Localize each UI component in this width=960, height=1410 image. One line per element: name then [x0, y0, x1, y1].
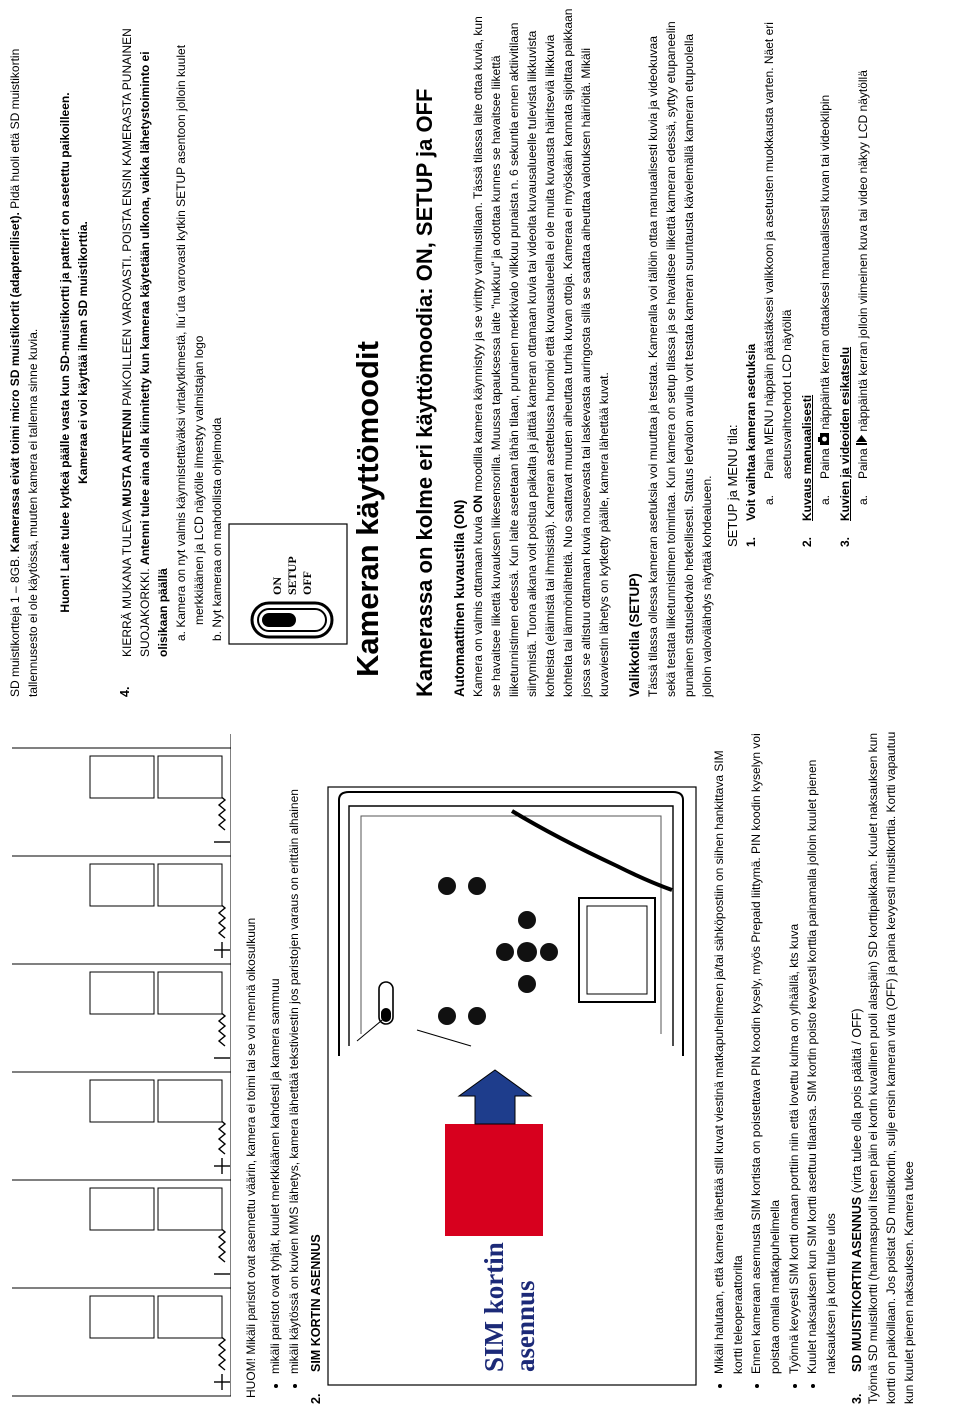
sim-label-line2: asennus [510, 1280, 541, 1372]
battery-icon [158, 1296, 222, 1338]
switch-label-setup: SETUP [285, 556, 299, 595]
setup-mode-text: Tässä tilassa ollessa kameran asetuksia voi muuttaa ja testata. Kameralla voi tällöin ottaa manuaalisesti kuvia ja videokuvaa sekä testata liiketunnistimen toimintaa. Kun kamera on setup tilassa ja se havaitsee liikettä kameran edessä, syttyy etupaneelin punainen statusledvalo hetkellisesti. Status ledvalon avulla voit testata kameran suuntausta kävelemällä kameran etupuolella jolloin valovälähdys näyttää kohdealueen. [646, 21, 714, 697]
item-number: 1. [744, 536, 758, 547]
heading-three-modes: Kamerassa on kolme eri käyttömoodia: ON, SETUP ja OFF [412, 88, 437, 697]
menu-intro: SETUP ja MENU tila: [725, 424, 740, 547]
text-run: näppäintä kerran ottaaksesi manuaalisesti kuvan tai videoklipin [818, 94, 832, 433]
menu-item-3 [836, 8, 872, 547]
list-item: • Ennen kameraan asennusta SIM kortista on poistettava PIN koodin kysely, myös Prepaid liittymä. PIN koodin kyselyn voi poistaa omalla matkapuhelimella [747, 723, 784, 1374]
list-item: • Työnnä kevyesti SIM kortti omaan porttiin niin että lovettu kulma on ylhäällä, kts kuva [785, 723, 804, 1374]
battery-diagram [6, 734, 231, 1404]
heading-camera-modes: Kameran käyttömoodit [350, 341, 385, 677]
sim-card-shape [445, 1124, 543, 1236]
battery-icon [90, 1296, 154, 1338]
heading-auto-mode: Automaattinen kuvaustila (ON) [452, 499, 467, 697]
step-4-a: a. Kamera on nyt valmis käynnistettäväksi virtakytkimestä, liu´uta varovasti kytkin SETUP asentoon jolloin kuulet merkkiäänen ja LCD näytölle ilmestyy valmistajan logo [174, 44, 206, 641]
battery-icon [90, 864, 154, 906]
section-number: 3. [850, 1393, 865, 1404]
text-run-bold: Kamerassa eivät toimi micro SD muistikortit (adapterilliset). [8, 212, 22, 553]
text-run: PAIKOILLEEN VAROVASTI. POISTA ENSIN KAMERASTA PUNAINEN SUOJAKORKKI. [120, 28, 152, 657]
item-number: 3. [838, 536, 852, 547]
text-run-bold: Antenni tulee aina olla kiinnitetty kun kameraa käytetään ulkona, vaikka lähetystoiminto ei olisikaan päällä [138, 51, 170, 657]
item-text: Paina MENU näppäin päästäksesi valikkoon ja asetusten muokkausta varten. Näet eri asetusvaihtoehdot LCD näytöllä [762, 22, 794, 479]
spring-icon [219, 1011, 225, 1046]
menu-item-2 [798, 8, 834, 547]
text-run: Paina [818, 444, 832, 479]
menu-item-1 [742, 8, 796, 547]
battery-icon [90, 1188, 154, 1230]
section-title: SD MUISTIKORTIN ASENNUS [850, 1196, 865, 1372]
battery-icon [90, 756, 154, 798]
text-run: Pidä huoli että SD muistikortin tallennusesto ei ole käytössä, muuten kamera ei tallenna sinne kuvia. [8, 48, 40, 697]
section-heading-sim [309, 723, 323, 1404]
item-text [816, 8, 834, 479]
menu-instructions [724, 8, 872, 547]
spring-icon [219, 903, 225, 938]
sim-install-figure [327, 786, 699, 1386]
play-icon [856, 435, 870, 445]
huom-line-2: Kameraa ei voi käyttää ilman SD muistikorttia. [76, 221, 90, 484]
section-number: 2. [309, 1393, 324, 1404]
modes-header-row [228, 8, 348, 697]
spring-icon [219, 1227, 225, 1262]
text-run: Kamera on valmis ottamaan kuvia [471, 512, 485, 697]
item-title: Kuvaus manuaalisesti [800, 394, 814, 521]
item-number: 2. [800, 536, 814, 547]
text-run: moodilla kamera käynnistyy ja se virittyy valmiustilaan. Tässä tilassa laite ottaa kuvia, kun se havaitsee liikettä kuvauksen liikesensorilla. Muussa tapauksessa laite "nukkuu" ja odottaa kunnes se havaitsee liikettä liiketunnistimen edessä. Kun laite asetetaan tähän tilaan, punainen merkkivalo vilkkuu punaista n. 6 sekuntia ennen aktiivitilaan siirtymistä. Tuona aikana voit poistua paikalta ja jättää kameran ottamaan kuvia tai videoita kuvausalueelle tulevista liikkuvista kohteista (eläimistä tai ihmisistä). Kameran asettelussa huomioi että kuvausalueella ei ole muita kuvausta häiritseviä liikkuvia kohteita tai lämmönlähteitä. Nuo saattavat muuten aiheuttaa turhia kuvan ottoja. Kameraa ei myöskään kannata sijoittaa paikkaan jossa se altistuu ottamaan kuvia nousevasta tai laskevasta auringosta sillä se saattaa aiheuttaa valotuksen häiriöitä. Mikäli kuvaviestin lähetys on kytketty päälle, kamera lähettää kuvat. [471, 8, 611, 697]
sim-bullets [710, 723, 840, 1404]
spring-icon [219, 1119, 225, 1154]
switch-label-off: OFF [300, 571, 314, 595]
text-run-bold: MUSTA ANTENNI [120, 409, 134, 507]
huom-line-1: Huom! Laite tulee kytkeä päälle vasta kun SD-muistikortti ja patterit on asetettu paikoilleen. [58, 92, 72, 613]
battery-warning: HUOM! Mikäli paristot ovat asennettu väärin, kamera ei toimi tai se voi mennä oikosulkuun [244, 917, 258, 1398]
spring-icon [219, 795, 225, 830]
battery-icon [158, 1188, 222, 1230]
section-title: SIM KORTIN ASENNUS [309, 1234, 324, 1372]
text-run: Paina [856, 444, 870, 479]
camera-icon [818, 433, 832, 445]
switch-label-on: ON [270, 577, 284, 595]
battery-icon [158, 972, 222, 1014]
text-run: KIERRÄ MUKANA TULEVA [120, 506, 134, 657]
left-column [0, 705, 960, 1410]
item-title: Kuvien ja videoiden esikatselu [838, 346, 852, 521]
text-run-bold: ON [471, 494, 485, 513]
section-title-suffix: (virta tulee olla pois päältä / OFF) [850, 1008, 865, 1197]
list-item: • Kuulet naksauksen kun SIM kortti asettuu tilaansa. SIM kortin poisto kevyesti korttia painamalla jolloin kuulet pienen naksauksen ja kortti tulee ulos [803, 723, 840, 1374]
sub-marker: a. [818, 494, 832, 505]
step-number: 4. [118, 686, 132, 697]
sub-marker: a. [762, 494, 776, 505]
step-4 [118, 8, 226, 697]
battery-bullets [266, 723, 303, 1404]
lcd-screen [579, 898, 655, 1002]
battery-icon [158, 864, 222, 906]
list-item: • mikäli käytössä on kuvien MMS lähetys, kamera lähettää tekstiviestin jos paristojen varaus on erittäin alhainen [285, 723, 304, 1374]
battery-icon [90, 972, 154, 1014]
item-title: Voit vaihtaa kameran asetuksia [744, 343, 758, 521]
list-item: • mikäli paristot ovat tyhjät, kuulet merkkiäänen kahdesti ja kamera sammuu [266, 723, 285, 1374]
battery-icon [158, 756, 222, 798]
sd-continued-text [6, 8, 42, 697]
section-heading-sd [850, 723, 864, 1404]
item-text [854, 8, 872, 479]
sim-label-line1: SIM kortin [479, 1242, 510, 1372]
battery-icon [158, 1080, 222, 1122]
battery-icon [90, 1080, 154, 1122]
step-4-text [118, 8, 172, 657]
sd-install-text: Työnnä SD muistikortti (hammaspuoli itseen päin ei kortin kuvallinen puoli alaspäin) SD korttipaikkaan. Kuulet naksauksen kun kortti on paikoillaan. Jos poistat SD muistikortin, sulje ensin kameran virta (OFF) ja paina kevyesti muistikorttia. Kortti vapautuu kun kuulet pienen naksauksen. Kamera tukee [866, 731, 917, 1404]
auto-mode-text [469, 8, 613, 697]
sub-marker: a. [856, 494, 870, 505]
mode-switch-illustration [228, 523, 348, 645]
text-run: näppäintä kerran jolloin viimeinen kuva tai video näkyy LCD näytöllä [856, 70, 870, 435]
heading-setup-mode: Valikkotila (SETUP) [627, 573, 642, 697]
spring-icon [219, 1335, 225, 1370]
text-run: SD muistikortteja 1 – 8GB. [8, 552, 22, 697]
step-4-b: b. Nyt kameraa on mahdollista ohjelmoida [210, 417, 224, 641]
list-item: • Mikäli halutaan, että kamera lähettää still kuvat viestinä matkapuhelimeen ja/tai sähköpostiin on siihen hankittava SIM kortti teleoperaattorilta [710, 723, 747, 1374]
